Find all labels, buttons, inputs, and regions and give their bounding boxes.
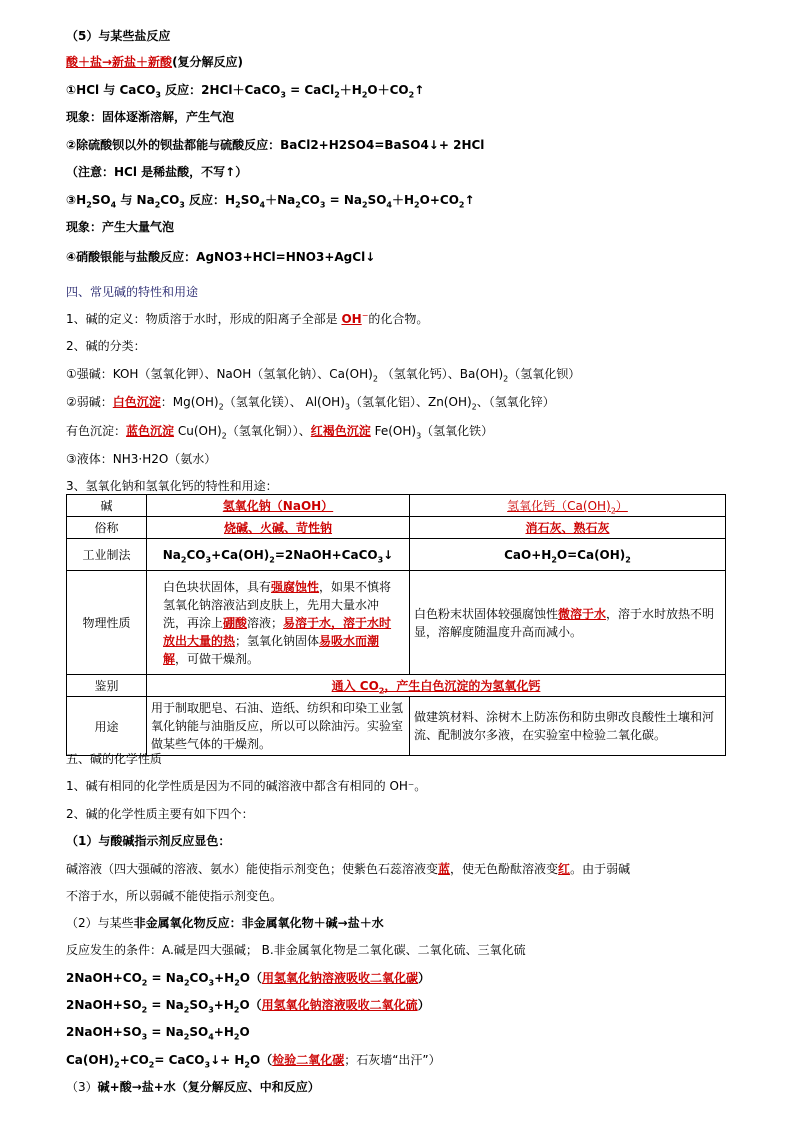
section-heading-salt-reaction: （5）与某些盐反应: [66, 29, 171, 43]
equation-naoh-co2: $2NaOH+CO_2 = Na_2CO_3+H_2O$（用氢氧化钠溶液吸收二氧化碳）: [66, 971, 431, 988]
table-header-caoh2: 氢氧化钙$(Ca(OH)_2)$: [410, 495, 726, 517]
hydroxide-ion: OH: [341, 312, 362, 326]
section-heading-base-chemistry: 五、碱的化学性质: [66, 752, 163, 766]
table-header-base: 碱: [67, 495, 147, 517]
weak-bases: ②弱碱：白色沉淀：$Mg(OH)_2$（氢氧化镁）、 $Al(OH)_3$（氢氧化铝）、$Zn(OH)_2$、（氢氧化锌）: [66, 395, 555, 412]
property-1-heading: （1）与酸碱指示剂反应显色：: [66, 834, 231, 848]
note-hcl: （注意：HCl 是稀盐酸，不写↑）: [66, 165, 248, 179]
base-classification-title: 2、碱的分类：: [66, 339, 146, 353]
table-row-label-physical: 物理性质: [67, 571, 147, 675]
indicator-text-line-2: 不溶于水，所以弱碱不能使指示剂变色。: [66, 889, 283, 903]
table-row-label-uses: 用途: [67, 697, 147, 756]
white-precipitate: 白色沉淀: [112, 395, 161, 409]
caoh2-physical-properties: 白色粉末状固体较强腐蚀性微溶于水，溶于水时放热不明显，溶解度随温度升高而减小。: [410, 571, 726, 675]
properties-table: [66, 494, 726, 756]
table-row: [67, 539, 726, 571]
reaction-conditions: 反应发生的条件：A.碱是四大强碱； B.非金属氧化物是二氧化碳、二氧化硫、三氧化硫: [66, 943, 526, 957]
properties-table-title: 3、氢氧化钠和氢氧化钙的特性和用途：: [66, 479, 278, 493]
strong-bases: ①强碱：KOH（氢氧化钾）、NaOH（氢氧化钠）、$Ca(OH)_2$ （氢氧化钙）、$Ba(OH)_2$（氢氧化钡）: [66, 367, 581, 384]
reaction-bacl2-h2so4: ②除硫酸钡以外的钡盐都能与硫酸反应：BaCl2+H2SO4=BaSO4↓+ 2HCl: [66, 138, 485, 152]
observation-3: 现象：产生大量气泡: [66, 220, 175, 234]
observation-1: 现象：固体逐渐溶解，产生气泡: [66, 110, 235, 124]
reaction-agno3-hcl: ④硝酸银能与盐酸反应：AgNO3+HCl=HNO3+AgCl↓: [66, 250, 376, 264]
caoh2-uses: 做建筑材料、涂树木上防冻伤和防虫卵改良酸性土壤和河流、配制波尔多液，在实验室中检验二氧化碳。: [410, 697, 726, 756]
table-header-naoh: 氢氧化钠（NaOH）: [147, 495, 410, 517]
red-brown-precipitate: 红褐色沉淀: [310, 424, 371, 438]
table-row-label-industrial: 工业制法: [67, 539, 147, 571]
table-row: [67, 495, 726, 517]
liquid-base: ③液体：NH3·H2O（氨水）: [66, 452, 217, 466]
caoh2-common-name: 消石灰、熟石灰: [410, 517, 726, 539]
table-row-label-common-name: 俗称: [67, 517, 147, 539]
table-row: [67, 697, 726, 756]
equation-naoh-so2: $2NaOH+SO_2 = Na_2SO_3+H_2O$（用氢氧化钠溶液吸收二氧化硫）: [66, 998, 430, 1015]
indicator-text-line-1: 碱溶液（四大强碱的溶液、氨水）能使指示剂变色；使紫色石蕊溶液变蓝，使无色酚酞溶液变红。由于弱碱: [66, 862, 631, 876]
table-row-label-identification: 鉴别: [67, 675, 147, 697]
property-2-heading: （2）与某些非金属氧化物反应：非金属氧化物＋碱→盐＋水: [66, 916, 384, 930]
caoh2-industrial-method: $CaO+H_2O=Ca(OH)_2$: [410, 539, 726, 571]
reaction-hcl-caco3: ①HCl 与 CaCO$_3$ 反应：2HCl＋CaCO$_3$ = $CaCl_2+H_2O+CO_2↑$: [66, 83, 425, 100]
naoh-physical-properties: 白色块状固体，具有强腐蚀性，如果不慎将氢氧化钠溶液沾到皮肤上，先用大量水冲洗，再涂上硼酸溶液；易溶于水，溶于水时放出大量的热；氢氧化钠固体易吸水而潮解，可做干燥剂。: [147, 571, 410, 675]
blue-precipitate: 蓝色沉淀: [126, 424, 175, 438]
equation-caoh2-co2: $Ca(OH)_2+CO_2=$ CaCO$_3$↓+ $H_2O$（检验二氧化碳；石灰墙“出汗”）: [66, 1053, 441, 1070]
base-four-properties: 2、碱的化学性质主要有如下四个：: [66, 807, 254, 821]
base-definition: 1、碱的定义：物质溶于水时，形成的阳离子全部是 OH−的化合物。: [66, 311, 429, 326]
rule-acid-salt: [66, 54, 243, 70]
base-common-property: 1、碱有相同的化学性质是因为不同的碱溶液中都含有相同的 OH⁻。: [66, 779, 427, 793]
table-row: [67, 571, 726, 675]
table-row: [67, 517, 726, 539]
reaction-h2so4-na2co3: $③H_2SO_4$ 与 $Na_2CO_3$ 反应：$H_2SO_4+Na_2CO_3$ = $Na_2SO_4+H_2O+CO_2↑$: [66, 193, 475, 210]
indicator-blue: 蓝: [438, 862, 451, 876]
equation-naoh-so3: $2NaOH+SO_3 = Na_2SO_4+H_2O$: [66, 1025, 250, 1042]
section-heading-common-bases: 四、常见碱的特性和用途: [66, 285, 199, 299]
property-3-heading: （3）碱+酸→盐+水（复分解反应、中和反应）: [66, 1080, 320, 1094]
naoh-industrial-method: $Na_2CO_3+Ca(OH)_2=2NaOH+CaCO_3↓$: [147, 539, 410, 571]
rule-type: (复分解反应): [172, 55, 244, 69]
rule-acid-salt-equation: 酸＋盐→新盐＋新酸: [66, 55, 173, 69]
naoh-uses: 用于制取肥皂、石油、造纸、纺织和印染工业氢氧化钠能与油脂反应，所以可以除油污。实验室做某些气体的干燥剂。: [147, 697, 410, 756]
colored-precipitates: 有色沉淀：蓝色沉淀 $Cu(OH)_2$（氢氧化铜））、红褐色沉淀 $Fe(OH)_3$（氢氧化铁）: [66, 424, 494, 441]
identification-method: 通入 $CO_2$，产生白色沉淀的为氢氧化钙: [147, 675, 726, 697]
indicator-red: 红: [558, 862, 571, 876]
table-row: [67, 675, 726, 697]
naoh-common-name: 烧碱、火碱、苛性钠: [147, 517, 410, 539]
